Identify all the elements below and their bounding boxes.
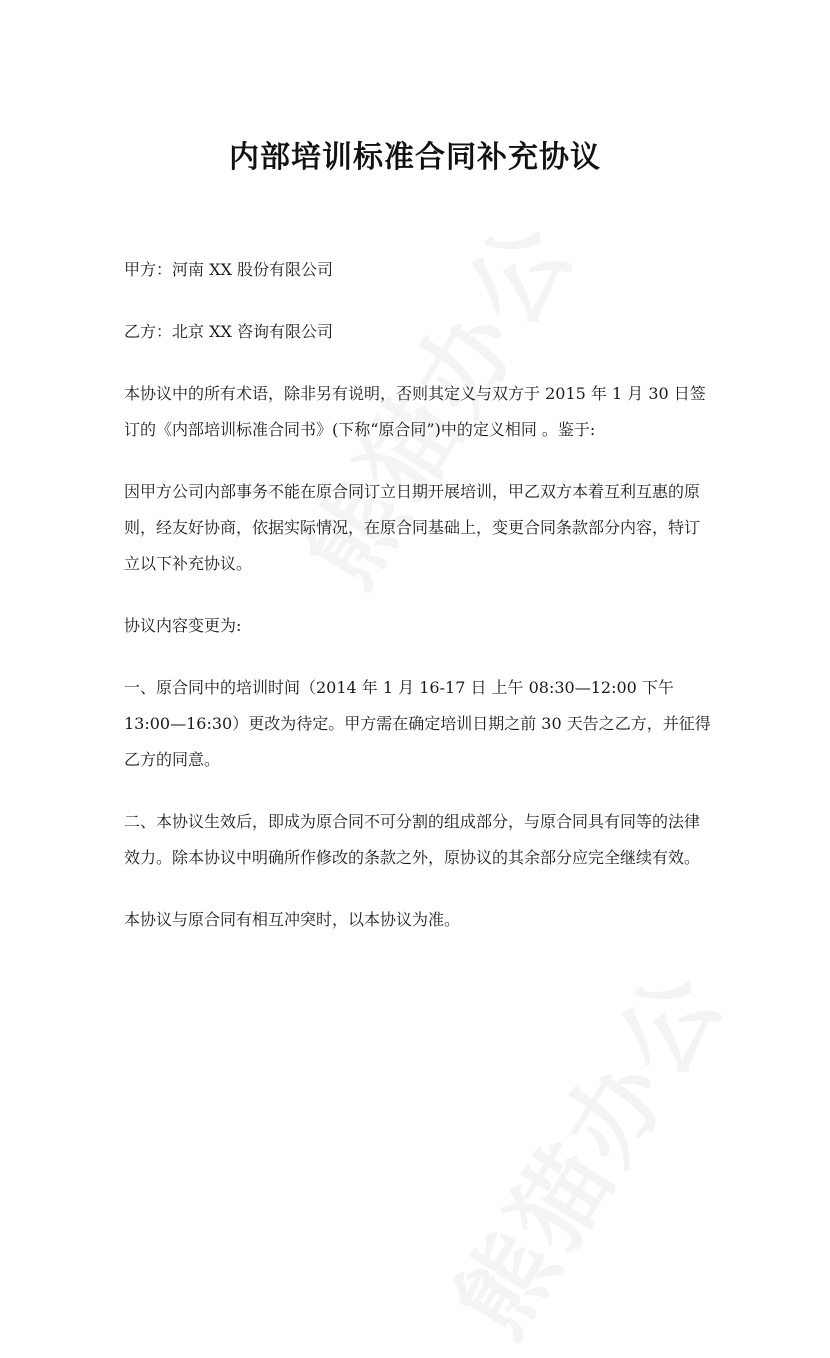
reason-paragraph: 因甲方公司内部事务不能在原合同订立日期开展培训，甲乙双方本着互利互惠的原则，经友好协商，依据实际情况，在原合同基础上，变更合同条款部分内容，特订立以下补充协议。 — [124, 482, 701, 573]
changes-heading: 协议内容变更为: — [124, 616, 242, 635]
party-b: 乙方：北京 XX 咨询有限公司 — [124, 322, 333, 341]
precedence-paragraph: 本协议与原合同有相互冲突时，以本协议为准。 — [124, 910, 461, 929]
watermark — [418, 939, 750, 1358]
terms-paragraph: 本协议中的所有术语，除非另有说明，否则其定义与双方于 2015 年 1 月 30 日签订的《内部培训标准合同书》(下称“原合同”)中的定义相同 。鉴于: — [124, 384, 706, 439]
clause-one: 一、原合同中的培训时间（2014 年 1 月 16-17 日 上午 08:30—12:00 下午 13:00—16:30）更改为待定。甲方需在确定培训日期之前 30 天告之乙方，并征得乙方的同意。 — [124, 678, 711, 769]
clause-two: 二、本协议生效后，即成为原合同不可分割的组成部分，与原合同具有同等的法律效力。除本协议中明确所作修改的条款之外，原协议的其余部分应完全继续有效。 — [124, 812, 701, 867]
party-a: 甲方：河南 XX 股份有限公司 — [124, 260, 333, 279]
document-body — [124, 252, 714, 964]
document-title: 内部培训标准合同补充协议 — [229, 140, 601, 176]
